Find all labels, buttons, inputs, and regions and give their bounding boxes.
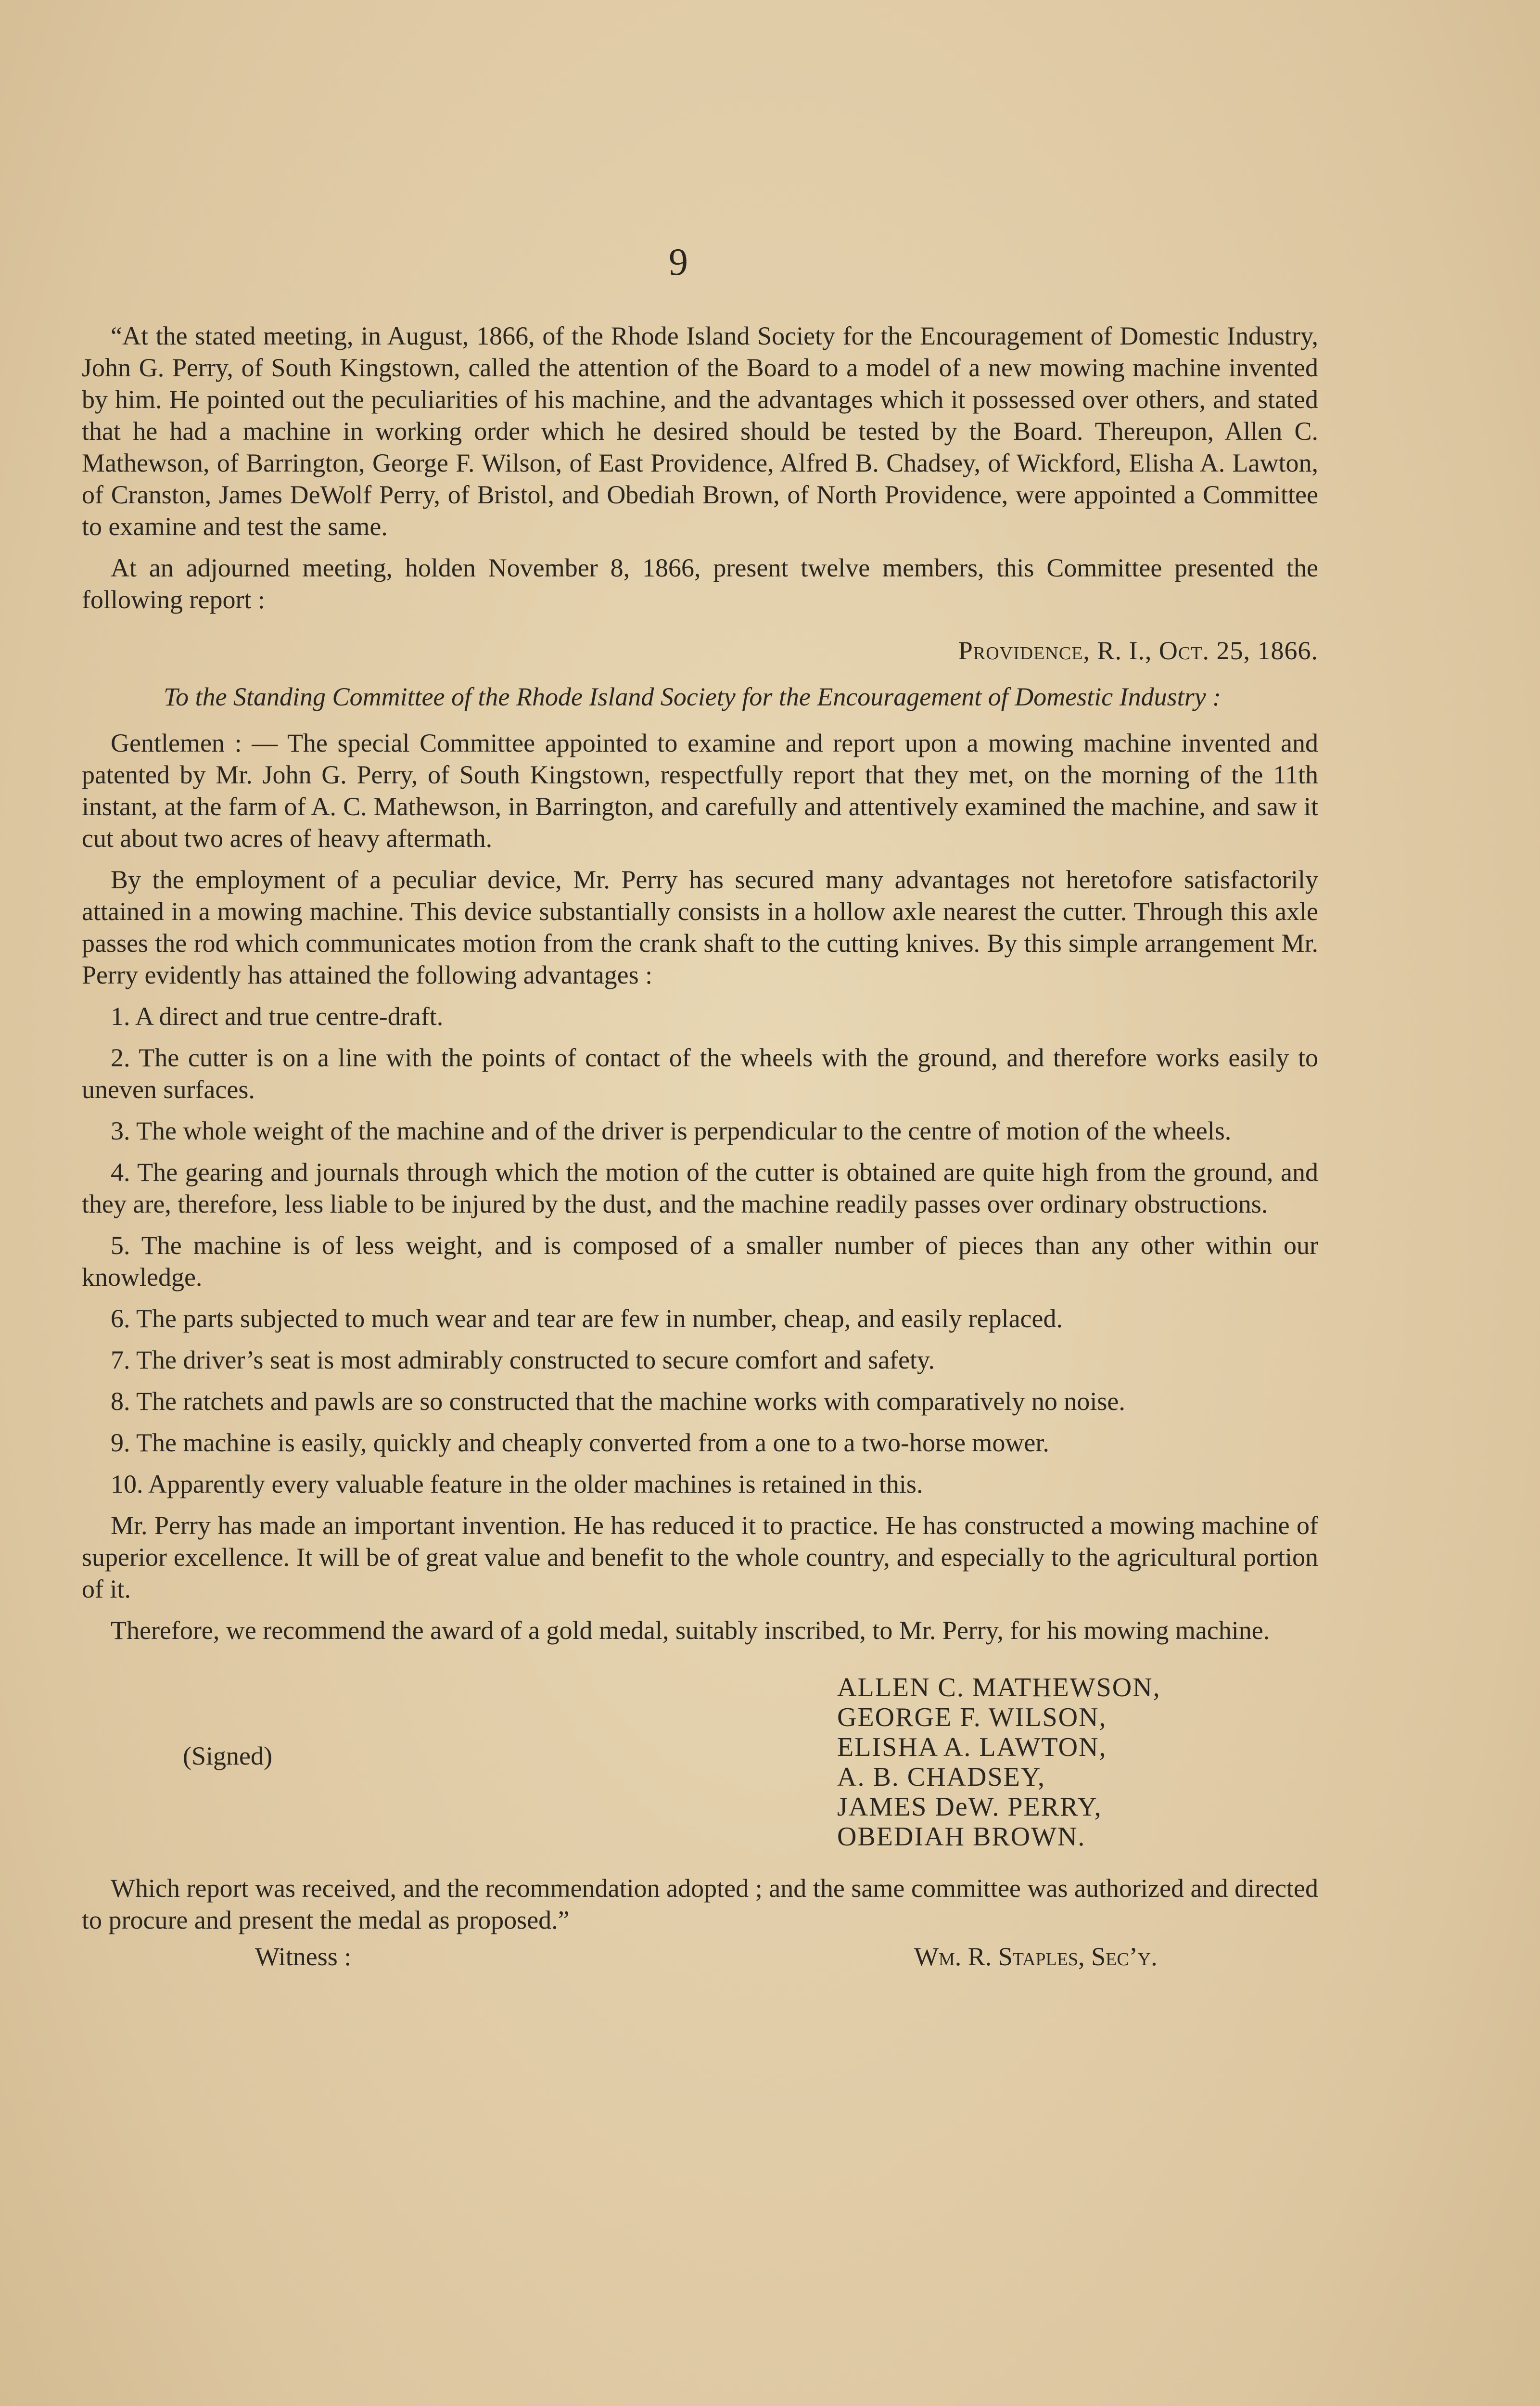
advantage-item-8: 8. The ratchets and pawls are so constructed that the machine works with comparatively no noise. — [111, 1387, 1125, 1416]
advantage-item-1: 1. A direct and true centre-draft. — [111, 1002, 444, 1031]
signatory-name: ELISHA A. LAWTON, — [837, 1732, 1107, 1762]
advantage-item-2: 2. The cutter is on a line with the points of contact of the wheels with the ground, and therefore works easily to uneven surfaces. — [82, 1043, 1318, 1104]
signatory-name: JAMES DeW. PERRY, — [837, 1792, 1102, 1822]
advantage-item-6: 6. The parts subjected to much wear and tear are few in number, cheap, and easily replaced. — [111, 1304, 1063, 1333]
advantage-item-10: 10. Apparently every valuable feature in the older machines is retained in this. — [111, 1470, 923, 1498]
intro-paragraph-1: “At the stated meeting, in August, 1866, of the Rhode Island Society for the Encouragement of Domestic Industry, John G. Perry, of South Kingstown, called the attention of the Board to a model of a new mowing machine invented by him. He pointed out the peculiarities of his machine, and the advantages which it possessed over others, and stated that he had a machine in working order which he desired should be tested by the Board. Thereupon, Allen C. Mathewson, of Barrington, George F. Wilson, of East Providence, Alfred B. Chadsey, of Wickford, Elisha A. Lawton, of Cranston, James DeWolf Perry, of Bristol, and Obediah Brown, of North Providence, were appointed a Committee to examine and test the same. — [82, 321, 1318, 541]
secretary-signature: Wm. R. Staples, Sec’y. — [914, 1942, 1158, 1971]
signed-label: (Signed) — [183, 1741, 272, 1770]
witness-line — [82, 1941, 1318, 1979]
report-address: To the Standing Committee of the Rhode Island Society for the Encouragement of Domestic Industry : — [164, 682, 1222, 711]
document-body — [82, 320, 1318, 1979]
signatory-name: A. B. CHADSEY, — [837, 1762, 1046, 1792]
report-paragraph-1: Gentlemen : — The special Committee appointed to examine and report upon a mowing machine invented and patented by Mr. John G. Perry, of South Kingstown, respectfully report that they met, on the morning of the 11th instant, at the farm of A. C. Mathewson, in Barrington, and carefully and attentively examined the machine, and saw it cut about two acres of heavy aftermath. — [82, 729, 1318, 853]
advantage-item-3: 3. The whole weight of the machine and of the driver is perpendicular to the centre of motion of the wheels. — [111, 1116, 1232, 1145]
advantage-item-9: 9. The machine is easily, quickly and cheaply converted from a one to a two-horse mower. — [111, 1428, 1049, 1457]
page-number: 9 — [669, 241, 688, 283]
signatory-name: OBEDIAH BROWN. — [837, 1822, 1086, 1852]
conclusion-paragraph-2: Therefore, we recommend the award of a gold medal, suitably inscribed, to Mr. Perry, for his mowing machine. — [111, 1616, 1270, 1645]
conclusion-paragraph-1: Mr. Perry has made an important invention. He has reduced it to practice. He has constructed a mowing machine of superior excellence. It will be of great value and benefit to the whole country, and especially to the agricultural portion of it. — [82, 1511, 1318, 1603]
report-dateline: Providence, R. I., Oct. 25, 1866. — [958, 636, 1318, 665]
signature-block — [82, 1646, 1318, 1872]
advantage-item-4: 4. The gearing and journals through which the motion of the cutter is obtained are quite high from the ground, and they are, therefore, less liable to be injured by the dust, and the machine readily passes over ordinary obstructions. — [82, 1158, 1318, 1218]
advantage-item-5: 5. The machine is of less weight, and is composed of a smaller number of pieces than any other within our knowledge. — [82, 1231, 1318, 1292]
report-paragraph-2: By the employment of a peculiar device, Mr. Perry has secured many advantages not heretofore satisfactorily attained in a mowing machine. This device substantially consists in a hollow axle nearest the cutter. Through this axle passes the rod which communicates motion from the crank shaft to the cutting knives. By this simple arrangement Mr. Perry evidently has attained the following advantages : — [82, 865, 1318, 989]
witness-label: Witness : — [255, 1942, 352, 1971]
advantage-item-7: 7. The driver’s seat is most admirably constructed to secure comfort and safety. — [111, 1345, 935, 1374]
closing-paragraph: Which report was received, and the recommendation adopted ; and the same committee was authorized and directed to procure and present the medal as proposed.” — [82, 1874, 1318, 1934]
signatory-list — [837, 1673, 1161, 1852]
intro-paragraph-2: At an adjourned meeting, holden November 8, 1866, present twelve members, this Committee presented the following report : — [82, 553, 1318, 614]
signatory-name: GEORGE F. WILSON, — [837, 1702, 1107, 1732]
signatory-name: ALLEN C. MATHEWSON, — [837, 1673, 1161, 1702]
